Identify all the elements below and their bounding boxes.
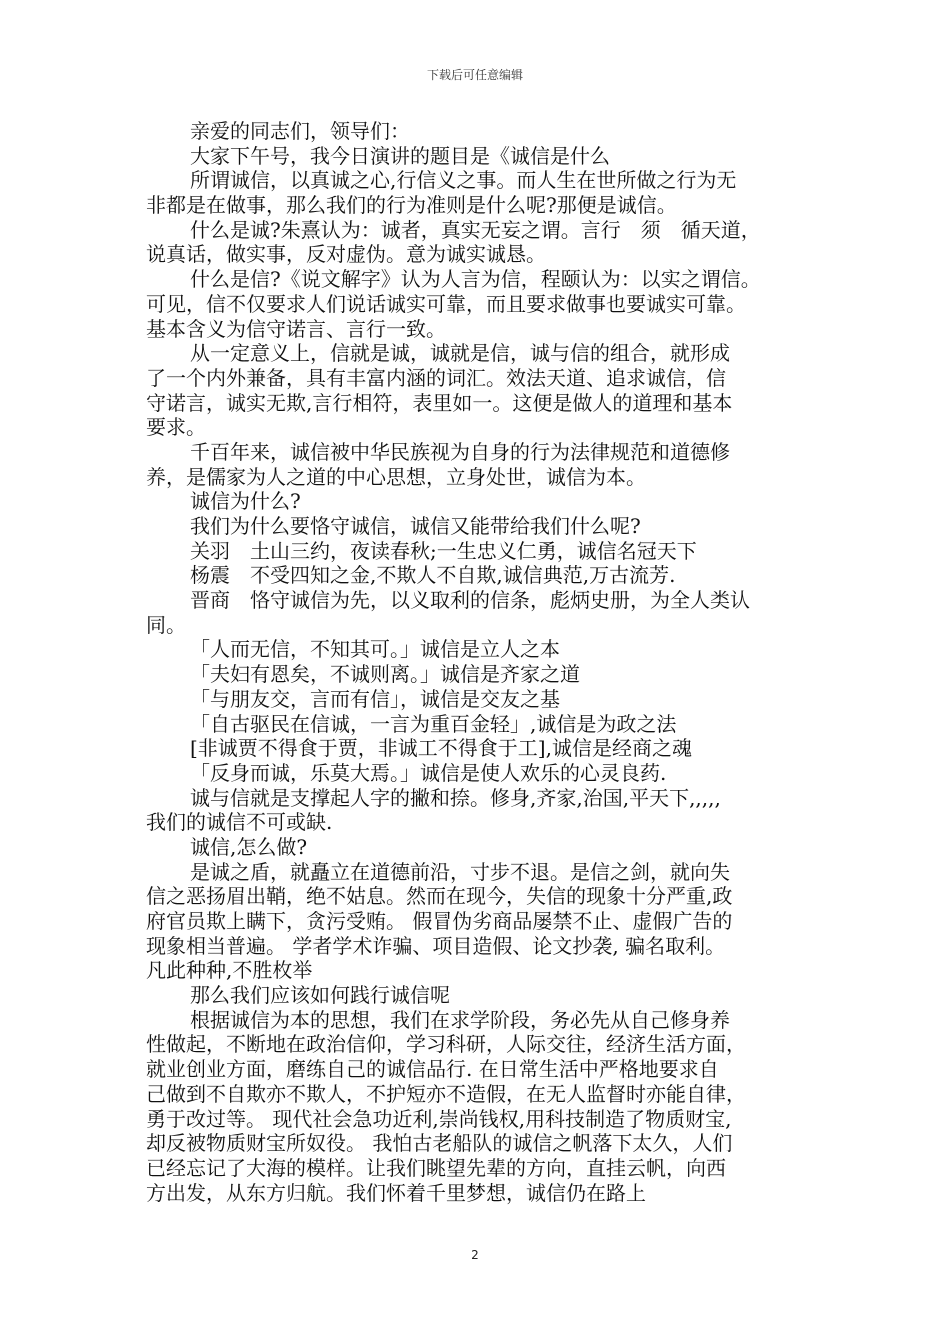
text-line: 非都是在做事，那么我们的行为准则是什么呢?那便是诚信。 <box>146 193 677 218</box>
text-line: 府官员欺上瞒下，贪污受贿。 假冒伪劣商品屡禁不止、虚假广告的 <box>146 909 733 933</box>
text-line: 守诺言，诚实无欺,言行相符，表里如一。这便是做人的道理和基本 <box>146 390 733 415</box>
text-line: 性做起，不断地在政治信仰，学习科研，人际交往，经济生活方面， <box>146 1032 746 1057</box>
text-line: 那么我们应该如何践行诚信呢 <box>190 983 450 1008</box>
text-line: 就业创业方面，磨练自己的诚信品行. 在日常生活中严格地要求自 <box>146 1057 719 1082</box>
page-number: 2 <box>471 1248 479 1262</box>
text-line: 己做到不自欺亦不欺人，不护短亦不造假，在无人监督时亦能自律， <box>146 1081 746 1106</box>
text-line: 诚信为什么? <box>190 489 301 514</box>
text-line: 「夫妇有恩矣，不诚则离。」诚信是齐家之道 <box>190 662 580 687</box>
text-line: 说真话，做实事，反对虚伪。意为诚实诚恳。 <box>146 242 546 267</box>
text-line: 方出发，从东方归航。我们怀着千里梦想，诚信仍在路上 <box>146 1180 646 1205</box>
text-line: 晋商 恪守诚信为先，以义取利的信条，彪炳史册，为全人类认 <box>190 588 750 613</box>
text-line: 现象相当普遍。 学者学术诈骗、项目造假、论文抄袭, 骗名取利。 <box>146 933 726 958</box>
page-header: 下载后可任意编辑 <box>426 68 523 82</box>
text-line: 诚信,怎么做? <box>190 834 308 859</box>
text-line: 所谓诚信，以真诚之心,行信义之事。而人生在世所做之行为无 <box>190 168 737 193</box>
text-line: 「反身而诚，乐莫大焉。」诚信是使人欢乐的心灵良药. <box>190 760 667 785</box>
text-line: 我们的诚信不可或缺. <box>146 810 333 835</box>
text-line: 千百年来，诚信被中华民族视为自身的行为法律规范和道德修 <box>190 439 730 464</box>
document-body <box>146 119 814 1205</box>
text-line: 我们为什么要恪守诚信，诚信又能带给我们什么呢? <box>190 514 641 538</box>
text-line: 凡此种种,不胜枚举 <box>146 958 313 983</box>
text-line: 亲爱的同志们，领导们： <box>190 119 410 143</box>
text-line: 基本含义为信守诺言、言行一致。 <box>146 316 446 341</box>
text-line: 「与朋友交，言而有信」，诚信是交友之基 <box>190 686 560 711</box>
text-line: 勇于改过等。 现代社会急功近利,崇尚钱权,用科技制造了物质财宝, <box>146 1106 732 1131</box>
text-line: [非诚贾不得食于贾，非诚工不得食于工],诚信是经商之魂 <box>190 736 692 761</box>
text-line: 什么是信?《说文解字》认为人言为信，程颐认为：以实之谓信。 <box>190 267 761 292</box>
text-line: 养，是儒家为人之道的中心思想，立身处世，诚信为本。 <box>146 464 646 489</box>
text-line: 诚与信就是支撑起人字的撇和捺。修身,齐家,治国,平天下,,,,, <box>190 785 721 810</box>
text-line: 却反被物质财宝所奴役。 我怕古老船队的诚信之帆落下太久，人们 <box>146 1131 733 1156</box>
text-line: 根据诚信为本的思想，我们在求学阶段，务必先从自己修身养 <box>190 1007 730 1032</box>
text-line: 同。 <box>146 612 186 637</box>
text-line: 「自古驱民在信诚，一言为重百金轻」,诚信是为政之法 <box>190 711 677 736</box>
text-line: 「人而无信，不知其可。」诚信是立人之本 <box>190 637 560 662</box>
text-line: 关羽 土山三约，夜读春秋;一生忠义仁勇，诚信名冠天下 <box>190 538 697 563</box>
text-line: 已经忘记了大海的模样。让我们眺望先辈的方向，直挂云帆，向西 <box>146 1155 726 1180</box>
text-line: 大家下午号，我今日演讲的题目是《诚信是什么 <box>190 143 610 168</box>
text-line: 可见，信不仅要求人们说话诚实可靠，而且要求做事也要诚实可靠。 <box>146 291 746 316</box>
text-line: 从一定意义上，信就是诚，诚就是信，诚与信的组合，就形成 <box>190 341 730 366</box>
text-line: 要求。 <box>146 415 206 440</box>
text-line: 了一个内外兼备，具有丰富内涵的词汇。效法天道、追求诚信，信 <box>146 365 726 390</box>
text-line: 是诚之盾，就矗立在道德前沿，寸步不退。是信之剑，就向失 <box>190 859 730 884</box>
text-line: 杨震 不受四知之金,不欺人不自欺,诚信典范,万古流芳. <box>190 563 676 588</box>
text-line: 信之恶扬眉出鞘，绝不姑息。然而在现今，失信的现象十分严重,政 <box>146 884 733 909</box>
text-line: 什么是诚?朱熹认为：诚者，真实无妄之谓。言行 须 循天道， <box>190 217 761 242</box>
